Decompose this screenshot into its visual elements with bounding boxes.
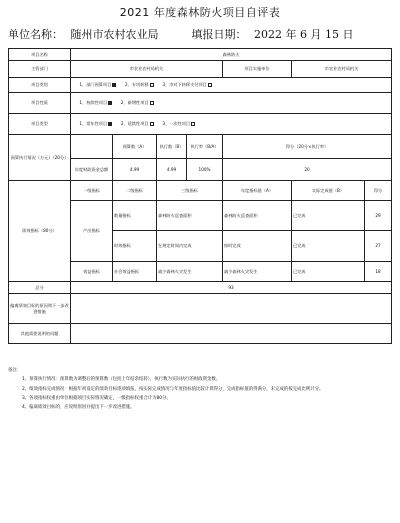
note-item: 3、各项指标权重由单位根据项目实际情况确定，一级指标权重合计为80分。 <box>22 395 171 401</box>
perf-l1: 效益指标 <box>71 262 113 282</box>
perf-l3: 在规定时间内完成 <box>157 231 223 262</box>
project-name-label: 项目名称 <box>9 49 71 61</box>
category-options <box>71 78 392 93</box>
perf-score: 18 <box>365 262 392 282</box>
funds-header-rate: 执行率（B/A） <box>187 135 223 159</box>
perf-score: 27 <box>365 231 392 262</box>
checkbox-icon <box>150 83 154 87</box>
funds-label: 预算执行情况（万元）（20分） <box>9 135 71 181</box>
total-value: 93 <box>71 282 392 294</box>
note-item: 1、预算执行情况：预算数为调整后的预算数（包括上年结余结转），执行数为实际执行的财政资金数。 <box>22 377 221 383</box>
type-label: 项目类型 <box>9 114 71 135</box>
perf-l2: 数量指标 <box>113 201 157 231</box>
note-item: 4、偏离绩效目标的，应说明原因并提出下一步改进措施。 <box>22 405 135 411</box>
funds-blank <box>71 135 113 159</box>
perf-label: 绩效指标（80分） <box>9 181 71 282</box>
perf-value-b: 已完成 <box>292 231 365 262</box>
problems-value <box>71 294 392 324</box>
checkbox-icon <box>150 122 154 126</box>
dept-value: 市农业农村局机关 <box>71 61 223 78</box>
type-option-2: 2、延续性项目 <box>120 121 149 127</box>
checkbox-icon <box>108 101 112 105</box>
type-option-1: 1、常年性项目 <box>79 121 108 127</box>
checkbox-icon <box>108 122 112 126</box>
other-label: 其他需要说明的问题 <box>9 324 71 344</box>
problems-label: 偏离绩效目标的原因和下一步改进措施 <box>9 294 71 324</box>
type-options <box>71 114 392 135</box>
checkbox-icon <box>208 83 212 87</box>
perf-score: 29 <box>365 201 392 231</box>
note-item: 2、绩效指标完成情况：根据年初设定的绩效目标逐项填报，按实际完成情况与年度指标值比较计算得分，完成指标值的得满分，未完成的按完成比例计分。 <box>22 386 324 392</box>
funds-row-label: 年度财政资金总额 <box>71 159 113 181</box>
funds-rate: 100% <box>187 159 223 181</box>
perf-l2: 时效指标 <box>113 231 157 262</box>
funds-exec: 4.99 <box>157 159 187 181</box>
perf-l3: 减少森林火灾发生 <box>157 262 223 282</box>
funds-score: 20 <box>223 159 392 181</box>
perf-header-l1: 一级指标 <box>71 181 113 201</box>
perf-value-a: 森林防火巡查面积 <box>223 201 292 231</box>
checkbox-icon <box>112 83 116 87</box>
perf-header-score: 得分 <box>365 181 392 201</box>
other-value <box>71 324 392 344</box>
funds-header-exec: 执行数（B） <box>157 135 187 159</box>
unit-name: 随州市农村农业局 <box>70 28 159 41</box>
funds-budget: 4.99 <box>113 159 157 181</box>
funds-header-score: 得分（20分×执行率） <box>223 135 392 159</box>
perf-l3: 森林防火巡查面积 <box>157 201 223 231</box>
impl-unit-value: 市农业农村局机关 <box>292 61 392 78</box>
total-label: 总分 <box>9 282 71 294</box>
category-label: 项目类别 <box>9 78 71 93</box>
perf-value-a: 减少森林火灾发生 <box>223 262 292 282</box>
perf-value-b: 已完成 <box>292 262 365 282</box>
checkbox-icon <box>191 122 195 126</box>
dept-label: 主管部门 <box>9 61 71 78</box>
type-option-3: 3、一次性项目 <box>162 121 191 127</box>
category-option-1: 1、部门预算项目 <box>79 82 112 88</box>
notes-heading: 备注： <box>8 368 22 373</box>
attribute-label: 项目性质 <box>9 93 71 114</box>
unit-label: 单位名称： <box>8 28 63 41</box>
checkbox-icon <box>150 101 154 105</box>
category-option-2: 2、专项转移 <box>125 82 149 88</box>
perf-l1: 产出指标 <box>71 201 113 262</box>
date-label: 填报日期： <box>191 28 247 41</box>
self-evaluation-table <box>8 48 392 344</box>
attribute-option-2: 2、新增性项目 <box>120 100 149 106</box>
page-title: 2021 年度森林防火项目自评表 <box>119 6 281 19</box>
category-option-3: 3、市对下转移支付项目 <box>162 82 207 88</box>
funds-header-budget: 预算数（A） <box>113 135 157 159</box>
perf-header-b: 实际完成值（B） <box>292 181 365 201</box>
impl-unit-label: 项目实施单位 <box>223 61 292 78</box>
perf-header-l3: 三级指标 <box>157 181 223 201</box>
perf-header-l2: 二级指标 <box>113 181 157 201</box>
attribute-options <box>71 93 392 114</box>
perf-value-a: 按时完成 <box>223 231 292 262</box>
header-info <box>8 26 398 42</box>
perf-l2: 社会效益指标 <box>113 262 157 282</box>
attribute-option-1: 1、持续性项目 <box>79 100 108 106</box>
perf-header-a: 年度指标值（A） <box>223 181 292 201</box>
date-value: 2022 年 6 月 15 日 <box>254 28 354 41</box>
perf-value-b: 已完成 <box>292 201 365 231</box>
project-name-value: 森林防火 <box>71 49 392 61</box>
notes-section <box>8 366 392 412</box>
